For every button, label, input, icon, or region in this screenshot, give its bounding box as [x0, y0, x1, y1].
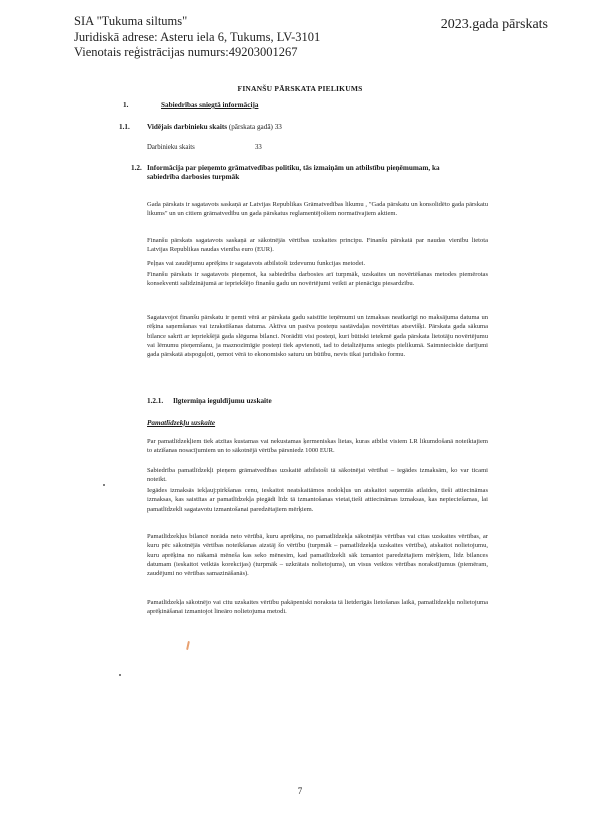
paragraph-fixed-asset-definition: Par pamatlīdzekļiem tiek atzītas kustamas vai nekustamas ķermeniskas lietas, kuras atbilst visiem LR likumdošanā noteiktajiem to atzīšanas nosacījumiem un to sākotnējā vērtība pārsniedz 1000 EUR. [147, 438, 488, 455]
fixed-assets-subtitle: Pamatlīdzekļu uzskaite [147, 419, 216, 427]
section-1-2-title-line2: sabiedrība darbosies turpmāk [147, 173, 240, 181]
scan-dot [119, 674, 121, 676]
report-title: 2023.gada pārskats [440, 17, 548, 32]
page-title: FINANŠU PĀRSKATA PIELIKUMS [237, 84, 363, 93]
company-address: Juridiskā adrese: Asteru iela 6, Tukums, LV-3101 [74, 29, 321, 44]
section-1-2-number: 1.2. [131, 164, 142, 172]
section-1-1-title-bold: Vidējais darbinieku skaits [147, 123, 228, 131]
section-1-2-1-number: 1.2.1. [147, 397, 164, 405]
section-1-2-1-title: Ilgtermiņa ieguldījumu uzskaite [173, 397, 272, 405]
paragraph-acquisition-costs: Iegādes izmaksās iekļauj:pirkšanas cenu, ieskaitot neatskaitāmos nodokļus un atskaitot saņemtās atlaides, tieši attiecināmas izmaksas, kas saistītas ar pamatlīdzekļa piegādi līdz tā izmantošanas vietai,tieši attiecināmas izmaksas, kas nepieciešamas, lai pamatlīdzekli sagatavotu izmantošanai paredzētajiem mērķiem. [147, 487, 488, 513]
section-1-2-title [147, 164, 507, 182]
paragraph-going-concern: Finanšu pārskats ir sagatavots pieņemot, ka sabiedrība darbosies arī turpmāk, uzskaites un novērtēšanas metodes piemērotas konsekventi salīdzinājumā ar iepriekšējo finanšu gadu un novērtējumi veikti ar pienācīgu piesardzību. [147, 271, 488, 288]
paragraph-legal-basis: Gada pārskats ir sagatavots saskaņā ar Latvijas Republikas Grāmatvedības likumu , "Gada pārskatu un konsolidēto gada pārskatu likums" un un citiem grāmatvedību un gada pārskatus reglamentējošiem normatīvajiem aktiem. [147, 201, 488, 218]
paragraph-valuation-principle: Finanšu pārskats sagatavots saskaņā ar sākotnējās vērtības uzskaites principu. Finanšu pārskatā par naudas vienību lietota Latvijas Republikas naudas vienība euro (EUR). [147, 237, 488, 254]
section-1-1-title [147, 123, 282, 132]
paragraph-net-value: Pamatlīdzekļus bilancē norāda neto vērtībā, kuru aprēķina, no pamatlīdzekļa sākotnējās vērtības vai citas uzskaites vērtības, ar kuru pēc sākotnējās vērtības noteikšanas aizstāj šo vērtību (turpmāk – pamatlīdzekļa uzskaites vērtība), atskaitot nolietojumu, kuru aprēķina no nākamā mēneša kas seko mēnesim, kad pamatlīdzekli sāk izmantot paredzētajiem mērķiem, līdz bilances datumam (ieskaitot veiktās korekcijas) (turpmāk – uzkrātais nolietojums), un visus veiktos vērtības norakstījumus (piemēram, zaudējumi no vērtības samazināšanās). [147, 533, 488, 578]
paragraph-accrual-principle: Sagatavojot finanšu pārskatu ir ņemti vērā ar pārskata gadu saistītie ieņēmumi un izmaksas neatkarīgi no maksājuma datuma un rēķina saņemšanas vai izrakstīšanas datuma. Aktīva un pasīva posteņu sastāvdaļas novērtētas atsevišķi. Pārskata gada sākuma bilance sakrīt ar iepriekšējā gada slēguma bilanci. Norādīti visi posteņi, kuri būtiski ietekmē gada pārskata lietotāju novērtējumu vai lēmumu pieņemšanu, ja maznozīmīgie posteņi tiek apvienoti, tad to detalizējums sniegts pielikumā. Saimnieciskie darījumi gada pārskatā atspoguļoti, ņemot vērā to ekonomisko saturu un būtību, nevis tikai juridisko formu. [147, 314, 488, 359]
section-1-1-title-suffix: (pārskata gadā) 33 [228, 123, 282, 131]
employee-count-label: Darbinieku skaits [147, 144, 195, 151]
section-1-2-title-line1: Informācija par pieņemto grāmatvedības politiku, tās izmaiņām un atbilstību pieņēmumam, ka [147, 164, 440, 172]
employee-count-value: 33 [255, 144, 262, 151]
paragraph-depreciation-method: Pamatlīdzekļa sākotnējo vai citu uzskaites vērtību pakāpeniski noraksta tā lietderīgās lietošanas laikā, pamatlīdzekļu nolietojuma aprēķināšanai izmantojot lineāro nolietojuma metodi. [147, 599, 488, 616]
scan-dot [103, 484, 105, 486]
company-header [74, 14, 320, 61]
paragraph-initial-recognition: Sabiedrība pamatlīdzekļi pieņem grāmatvedības uzskaitē atbilstoši tā sākotnējai vērtībai – iegādes izmaksām, ko var ticami noteikt. [147, 467, 488, 484]
page-number: 7 [297, 786, 303, 796]
company-name: SIA "Tukuma siltums" [74, 14, 188, 28]
section-1-title: Sabiedrības sniegtā informācija [161, 101, 259, 109]
company-reg-number: Vienotais reģistrācijas numurs:49203001267 [74, 45, 298, 59]
section-1-number: 1. [123, 101, 129, 109]
scan-mark [186, 641, 190, 650]
section-1-1-number: 1.1. [119, 123, 130, 131]
paragraph-profit-loss-method: Peļņas vai zaudējumu aprēķins ir sagatavots atbilstoši izdevumu funkcijas metodei. [147, 260, 366, 267]
